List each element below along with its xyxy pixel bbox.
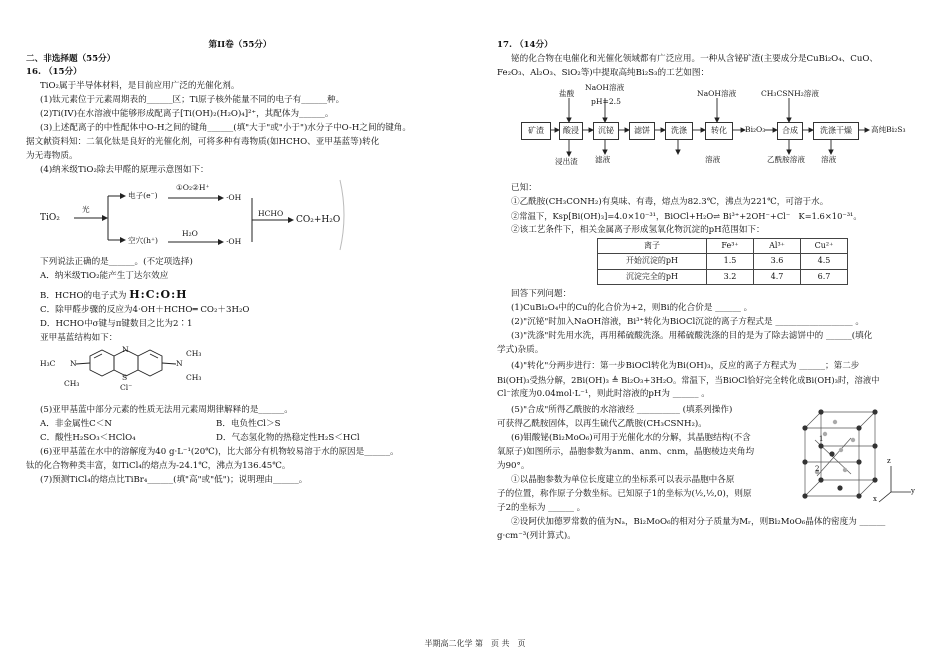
light-label: 光 [82,205,90,214]
hcho-label: HCHO [258,209,284,218]
flow-ph: pH=2.5 [591,97,621,106]
table-row [598,269,848,284]
mb-n-right: N [176,359,183,368]
q17-part6c: 为90°。 [497,461,530,471]
q16-head: 16. （15分） [26,67,82,77]
table-header-cell: Cu²⁺ [801,239,848,254]
q16-part5-option-a: A．非金属性C＜N [40,419,112,429]
table-row [598,254,848,269]
flow-out-filtrate: 滤液 [595,155,611,164]
q16-part6b: 钛的化合物种类丰富，如TiCl₄的熔点为-24.1℃，沸点为136.45℃。 [26,461,291,471]
axis-z-label: z [887,457,891,465]
flow-reagent-naoh-1: NaOH溶液 [585,83,625,92]
q17-part3b: 学式)杂质。 [497,345,544,355]
q16-part5-option-c: C．酸性H₂SO₃＜HClO₄ [40,433,136,443]
mb-sulfur: S [122,373,128,382]
flow-reagent-thioacetamide: CH₃CSNH₂溶液 [761,89,819,98]
q16-part5-option-d: D．气态氢化物的热稳定性H₂S＜HCl [216,433,360,443]
option-b-text: B．HCHO的电子式为 [40,291,127,301]
table-cell: 沉淀完全的pH [598,269,707,284]
table-cell: 6.7 [801,269,848,284]
q16-part2: (2)Ti(IV)在水溶液中能够形成配离子[Ti(OH)₂(H₂O)₄]²⁺，其配体为______。 [40,109,334,119]
table-cell: 4.5 [801,254,848,269]
q17-part4c: Cl⁻浓度为0.04mol·L⁻¹，则此时溶液的pH为 ______ 。 [497,389,710,399]
known-label: 已知： [511,183,537,193]
process-flowchart [521,84,921,168]
q17-part1: (1)CuBi₂O₄中的Cu的化合价为+2，则Bi的化合价是 ______ 。 [511,303,753,313]
q17-part3a: (3)"洗涤"时先用水洗，再用稀硫酸洗涤。用稀硫酸洗涤的目的是为了除去滤饼中的 ______(填化 [511,331,873,341]
crystal-cell-figure [795,404,917,504]
flow-box-acid-leach: 酸浸 [559,122,583,140]
q17-part6-2b: g·cm⁻³(列计算式)。 [497,531,576,541]
electron-label: 电子(e⁻) [128,191,158,200]
axis-y-label: y [911,487,915,495]
methylene-blue-title: 亚甲基蓝结构如下： [40,333,118,343]
flow-box-wash-dry: 洗涤干燥 [813,122,859,140]
table-header-row [598,239,848,254]
known-2: ②常温下，Ksp[Bi(OH)₃]=4.0×10⁻³¹，BiOCl+H₂O⇌ Bi³⁺+2OH⁻+Cl⁻ K=1.6×10⁻³¹。 [511,211,862,221]
page-footer: 半期高二化学 第 页 共 页 [424,639,526,648]
flow-box-precipitate-bi: 沉铋 [593,122,619,140]
q16-part3c: 为无毒物质。 [26,151,78,161]
atom-2-label: 2 [815,465,820,473]
volume-title: 第II卷（55分） [208,40,272,50]
table-cell: 开始沉淀的pH [598,254,707,269]
q16-part4-option-d: D．HCHO中σ键与π键数目之比为2∶1 [40,319,193,329]
known-1: ①乙酰胺(CH₃CONH₂)有臭味、有毒，熔点为82.3℃，沸点为221℃，可溶于水。 [511,197,829,207]
flow-box-convert: 转化 [705,122,733,140]
hcho-electron-formula: H:C:O:H [129,288,188,301]
q17-part6-1a: ①以晶胞参数为单位长度建立的坐标系可以表示晶胞中各原 [511,475,735,485]
axis-x-label: x [873,495,877,503]
flow-box-filter-cake: 滤饼 [629,122,655,140]
table-header-cell: 离子 [598,239,707,254]
mb-h3c-left: H₃C [40,359,56,368]
q17-part5b: 可获得乙酰胺固体，以再生硫代乙酰胺(CH₃CSNH₂)。 [497,419,707,429]
flow-reagent-hcl: 盐酸 [559,89,575,98]
table-header-cell: Fe³⁺ [707,239,754,254]
table-header-cell: Al³⁺ [754,239,801,254]
ion-ph-table [597,238,848,285]
flow-out-acetamide: 乙酰胺溶液 [767,155,805,164]
q17-part6a: (6)钼酸铋(Bi₂MoO₆)可用于光催化水的分解，其晶胞结构(不含 [511,433,751,443]
flow-product: 高纯Bi₂S₃ [871,125,906,134]
q16-part4-option-a: A．纳米级TiO₂能产生丁达尔效应 [40,271,169,281]
known-3: ②该工艺条件下，相关金属离子形成氢氧化物沉淀的pH范围如下： [511,225,765,235]
q17-head: 17. （14分） [497,40,553,50]
mb-n-left: N [70,359,77,368]
q17-intro-1: 铋的化合物在电催化和光催化领域都有广泛应用。一种从含铋矿渣(主要成分是CuBi₂O₄、CuO、 [511,54,878,64]
table-cell: 4.7 [754,269,801,284]
q16-part4: (4)纳米级TiO₂除去甲醛的原理示意图如下： [40,165,209,175]
q16-part3b: 据文献资料知：二氧化钛是良好的光催化剂，可将多种有毒物质(如HCHO、亚甲基蓝等)转化 [26,137,380,147]
methylene-blue-structure [40,346,210,400]
table-cell: 3.6 [754,254,801,269]
h2o-label: H₂O [182,229,198,238]
q16-part1: (1)钛元素位于元素周期表的______区；Ti原子核外能量不同的电子有______种。 [40,95,345,105]
q17-part4a: (4)"转化"分两步进行：第一步BiOCl转化为Bi(OH)₃，反应的离子方程式为 ______；第二步 [511,361,860,371]
photocatalysis-diagram [40,178,360,252]
q17-part6-2a: ②设阿伏加德罗常数的值为Nₐ，Bi₂MoO₆的相对分子质量为Mᵣ，则Bi₂MoO₆晶体的密度为 ______ [511,517,886,527]
q17-part4b: Bi(OH)₃受热分解，2Bi(OH)₃ ≜ Bi₂O₃+3H₂O。常温下，当BiOCl恰好完全转化成Bi(OH)₃时，溶液中 [497,375,880,385]
products-label: CO₂+H₂O [296,215,341,225]
flow-box-wash: 洗涤 [665,122,693,140]
mb-ch3-right-bottom: CH₃ [186,373,202,382]
mb-nitrogen: N [122,345,129,354]
q17-part5a: (5)"合成"所得乙酰胺的水溶液经 __________ (填系列操作) [511,405,733,415]
q17-intro-2: Fe₂O₃、Al₂O₃、SiO₂等)中提取高纯Bi₂S₃的工艺如图： [497,68,710,78]
q17-part6-1b: 子的位置，称作原子分数坐标。已知原子1的坐标为(½,½,0)，则原 [497,489,752,499]
q17-part6-1c: 子2的坐标为 ______ 。 [497,503,586,513]
flow-out-residue: 浸出渣 [555,157,578,166]
tio2-label: TiO₂ [40,213,60,223]
mb-chloride: Cl⁻ [120,383,133,392]
q16-part4-option-b [40,286,188,303]
table-cell: 3.2 [707,269,754,284]
flow-bi2o3: Bi₂O₃ [745,125,766,134]
mb-ch3-right-top: CH₃ [186,349,202,358]
flow-reagent-naoh-2: NaOH溶液 [697,89,737,98]
q16-part5-option-b: B．电负性Cl＞S [216,419,281,429]
q16-part4-ask: 下列说法正确的是______。(不定项选择) [40,257,193,267]
table-cell: 1.5 [707,254,754,269]
flow-out-solution-1: 溶液 [705,155,721,164]
q16-part7: (7)预测TiCl₄的熔点比TiBr₄______(填"高"或"低")；说明理由______。 [40,475,308,485]
hole-label: 空穴(h⁺) [128,236,159,245]
answer-label: 回答下列问题： [511,289,572,299]
q16-part6a: (6)亚甲基蓝在水中的溶解度为40 g·L⁻¹(20℃)，比大部分有机物较易溶于水的原因是______。 [40,447,399,457]
flow-box-ore: 矿渣 [521,122,551,140]
oh-radical-2: ·OH [226,237,242,246]
q16-intro: TiO₂属于半导体材料，是目前应用广泛的光催化剂。 [40,81,240,91]
section-title: 二、非选择题（55分） [26,54,116,64]
q17-part2: (2)"沉铋"时加入NaOH溶液，Bi³⁺转化为BiOCl沉淀的离子方程式是 __________________ 。 [511,317,865,327]
q16-part3a: (3)上述配离子的中性配体中O-H之间的键角______(填"大于"或"小于")水分子中O-H之间的键角。 [40,123,411,133]
flow-box-synthesis: 合成 [777,122,803,140]
q16-part4-option-c: C．除甲醛步骤的反应为4·OH＋HCHO═ CO₂＋3H₂O [40,305,250,315]
crystal-cell-drawing [795,404,917,504]
atom-1-label: 1 [819,435,824,443]
q16-part5: (5)亚甲基蓝中部分元素的性质无法用元素周期律解释的是______。 [40,405,293,415]
oh-radical-1: ·OH [226,193,242,202]
step-label: ①O₂②H⁺ [176,183,210,192]
flow-out-solution-2: 溶液 [821,155,837,164]
mb-ch3-left: CH₃ [64,379,80,388]
q17-part6b: 氧原子)如图所示，晶胞参数为anm、anm、cnm，晶胞棱边夹角均 [497,447,755,457]
